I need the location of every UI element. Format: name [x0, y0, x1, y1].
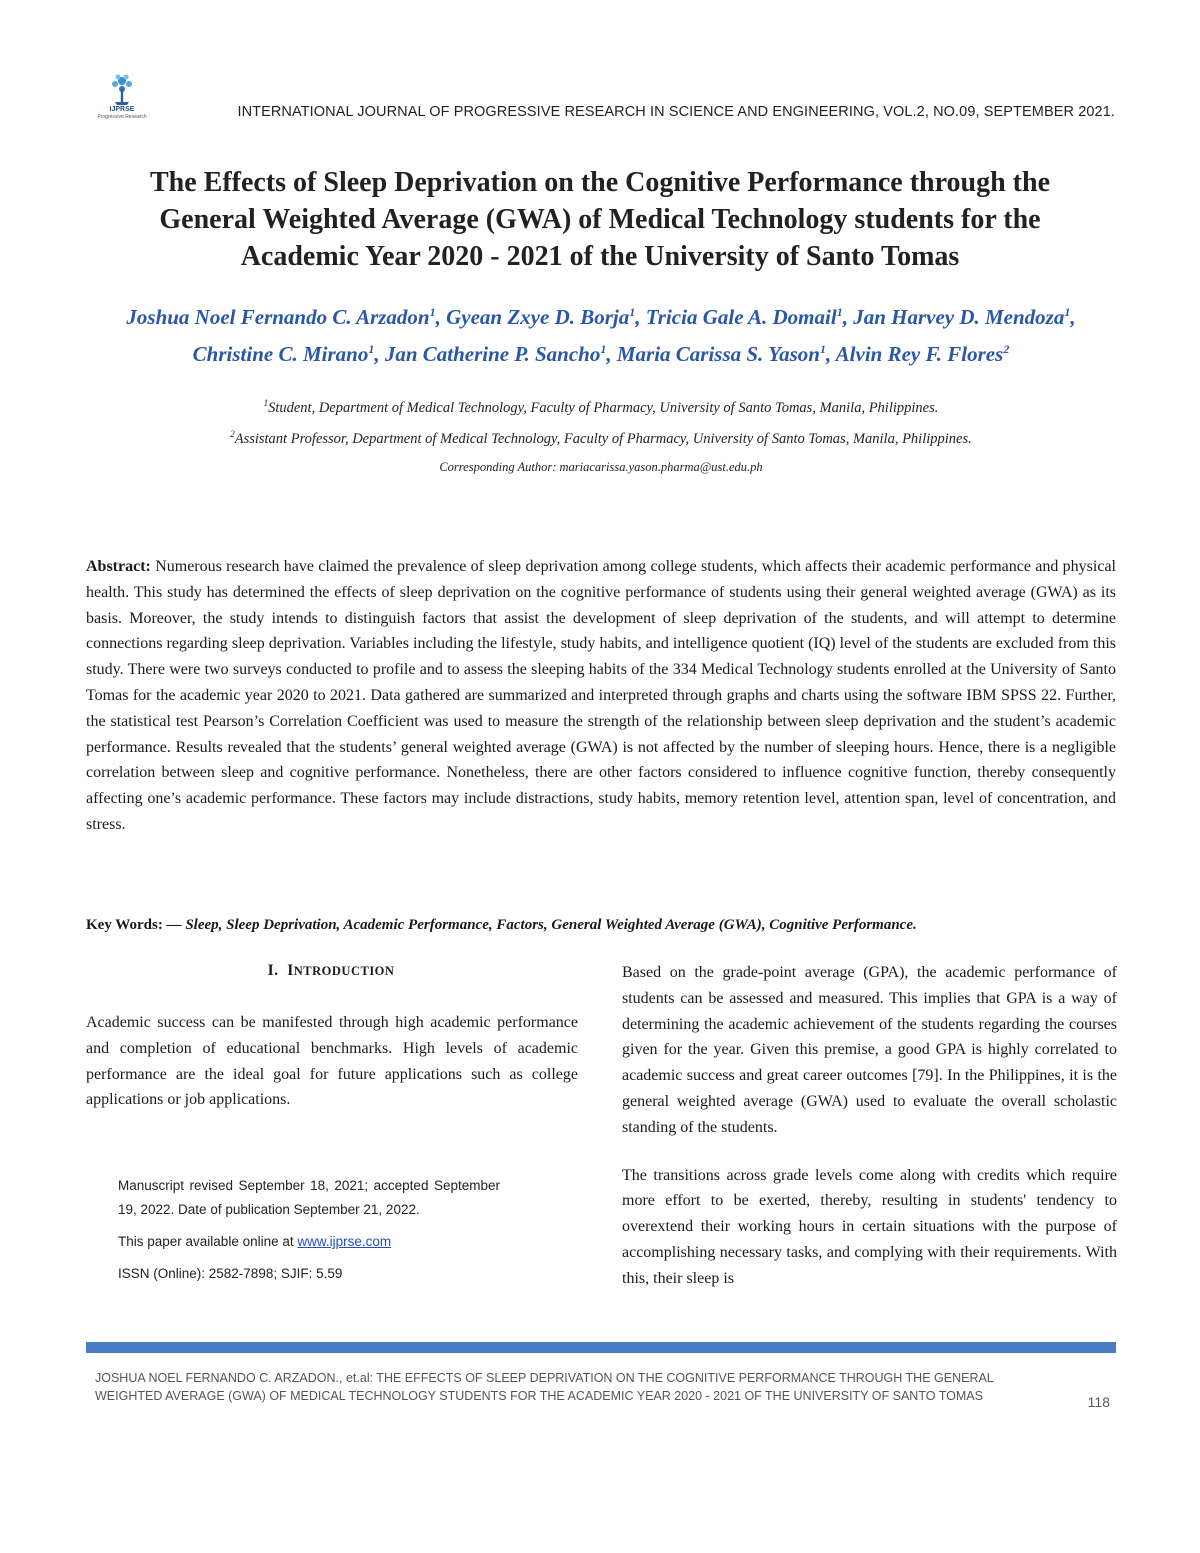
section-first-letter: I — [287, 962, 294, 979]
logo-tagline: Progressive Research — [97, 114, 147, 120]
author-name: Christine C. Mirano — [192, 342, 369, 366]
affiliation — [86, 398, 1116, 417]
corresponding-author: Corresponding Author: mariacarissa.yason.pharma@ust.edu.ph — [439, 460, 763, 474]
author-separator: , — [635, 305, 646, 329]
affiliation-text: Student, Department of Medical Technology, Faculty of Pharmacy, University of Santo Tomas, Manila, Philippines. — [268, 399, 939, 416]
section-title-rest: NTRODUCTION — [293, 964, 395, 978]
affiliation-marker: 2 — [230, 429, 235, 439]
author-name: Alvin Rey F. Flores — [835, 342, 1004, 366]
title-line: General Weighted Average (GWA) of Medical Technology students for the — [159, 204, 1041, 235]
keywords-label: Key Words: — — [86, 917, 186, 933]
author-separator: , — [374, 342, 385, 366]
author-affil-marker: 2 — [1003, 342, 1010, 356]
footer-running-title: JOSHUA NOEL FERNANDO C. ARZADON., et.al: THE EFFECTS OF SLEEP DEPRIVATION ON THE COGNITIVE PERFORMANCE THROUGH THE GENERAL WEIGHTED AVERAGE (GWA) OF MEDICAL TECHNOLOGY STUDENTS FOR THE ACADEMIC YEAR 2020 - 2021 OF THE UNIVERSITY OF SANTO TOMAS — [95, 1371, 994, 1403]
author-separator: , — [825, 342, 836, 366]
right-column — [622, 960, 1117, 1292]
author-name: Gyean Zxye D. Borja — [446, 305, 630, 329]
author-separator: , — [842, 305, 854, 329]
author-affil-marker: 1 — [600, 342, 607, 356]
footer-rule — [86, 1342, 1116, 1353]
author-affil-marker: 1 — [368, 342, 375, 356]
author-affil-marker: 1 — [836, 305, 843, 319]
page-number: 118 — [1087, 1394, 1110, 1410]
author-separator: , — [435, 305, 447, 329]
author-name: Tricia Gale A. Domail — [645, 305, 837, 329]
author-affil-marker: 1 — [1064, 305, 1071, 319]
journal-website-link[interactable]: www.ijprse.com — [297, 1234, 392, 1249]
abstract — [86, 554, 1116, 838]
section-heading — [86, 962, 576, 980]
author-name: Joshua Noel Fernando C. Arzadon — [126, 305, 430, 329]
paper-title — [60, 164, 1140, 275]
manuscript-info — [118, 1174, 500, 1286]
author-name: Jan Harvey D. Mendoza — [853, 305, 1065, 329]
affiliation — [86, 429, 1116, 448]
author-affil-marker: 1 — [819, 342, 826, 356]
author-list — [86, 296, 1116, 370]
author-affil-marker: 1 — [429, 305, 436, 319]
title-line: Academic Year 2020 - 2021 of the University of Santo Tomas — [240, 241, 960, 272]
body-paragraph: Based on the grade-point average (GPA), the academic performance of students can be assessed and measured. This implies that GPA is a way of determining the academic achievement of the students regarding the courses given for the year. Given this premise, a good GPA is highly correlated to academic success and great career outcomes [79]. In the Philippines, it is the general weighted average (GWA) used to evaluate the overall scholastic standing of the students. — [622, 964, 1117, 1136]
section-number: I. — [267, 962, 279, 979]
online-availability — [118, 1230, 500, 1254]
logo-name: IJPRSE — [109, 106, 135, 113]
abstract-label: Abstract: — [86, 558, 151, 575]
abstract-text: Numerous research have claimed the prevalence of sleep deprivation among college students, which affects their academic performance and physical health. This study has determined the effects of sleep deprivation on the cognitive performance of students using their general weighted average (GWA) as its basis. Moreover, the study intends to distinguish factors that assist the development of sleep deprivation of the students, and will attempt to determine connections regarding sleep deprivation. Variables including the lifestyle, study habits, and intelligence quotient (IQ) level of the students are excluded from this study. There were two surveys conducted to profile and to assess the sleeping habits of the 334 Medical Technology students enrolled at the University of Santo Tomas for the academic year 2020 to 2021. Data gathered are summarized and interpreted through graphs and charts using the software IBM SPSS 22. Further, the statistical test Pearson’s Correlation Coefficient was used to measure the strength of the relationship between sleep deprivation and the student’s academic performance. Results revealed that the students’ general weighted average (GWA) is not affected by the number of sleeping hours. Hence, there is a negligible correlation between sleep and cognitive performance. Nonetheless, there are other factors considered to influence cognitive function, thereby consequently affecting one’s academic performance. These factors may include distractions, study habits, memory retention level, attention span, level of concentration, and stress. — [86, 558, 1117, 833]
author-name: Jan Catherine P. Sancho — [384, 342, 601, 366]
author-separator: , — [606, 342, 617, 366]
keywords — [86, 914, 1116, 936]
tree-logo-icon — [107, 72, 137, 106]
author-separator: , — [1070, 305, 1076, 329]
journal-logo — [82, 72, 162, 124]
keywords-text: Sleep, Sleep Deprivation, Academic Performance, Factors, General Weighted Average (GWA), Cognitive Performance. — [185, 917, 917, 933]
author-affil-marker: 1 — [629, 305, 636, 319]
online-prefix: This paper available online at — [118, 1234, 298, 1249]
manuscript-dates: Manuscript revised September 18, 2021; accepted September 19, 2022. Date of publication September 21, 2022. — [118, 1178, 500, 1217]
journal-header: INTERNATIONAL JOURNAL OF PROGRESSIVE RESEARCH IN SCIENCE AND ENGINEERING, VOL.2, NO.09, SEPTEMBER 2021. — [237, 104, 1115, 120]
intro-paragraph: Academic success can be manifested through high academic performance and completion of educational benchmarks. High levels of academic performance are the ideal goal for future applications such as college applications or job applications. — [86, 1014, 578, 1109]
affiliation-marker: 1 — [263, 398, 269, 408]
author-name: Maria Carissa S. Yason — [616, 342, 820, 366]
affiliation-text: Assistant Professor, Department of Medical Technology, Faculty of Pharmacy, University of Santo Tomas, Manila, Philippines. — [234, 430, 972, 447]
issn-info: ISSN (Online): 2582-7898; SJIF: 5.59 — [118, 1266, 343, 1281]
title-line: The Effects of Sleep Deprivation on the Cognitive Performance through the — [149, 167, 1051, 198]
body-paragraph: The transitions across grade levels come along with credits which require more effort to be exerted, thereby, resulting in students' tendency to overextend their working hours in certain situations with the purpose of accomplishing necessary tasks, and complying with their requirements. With this, their sleep is — [622, 1166, 1117, 1287]
